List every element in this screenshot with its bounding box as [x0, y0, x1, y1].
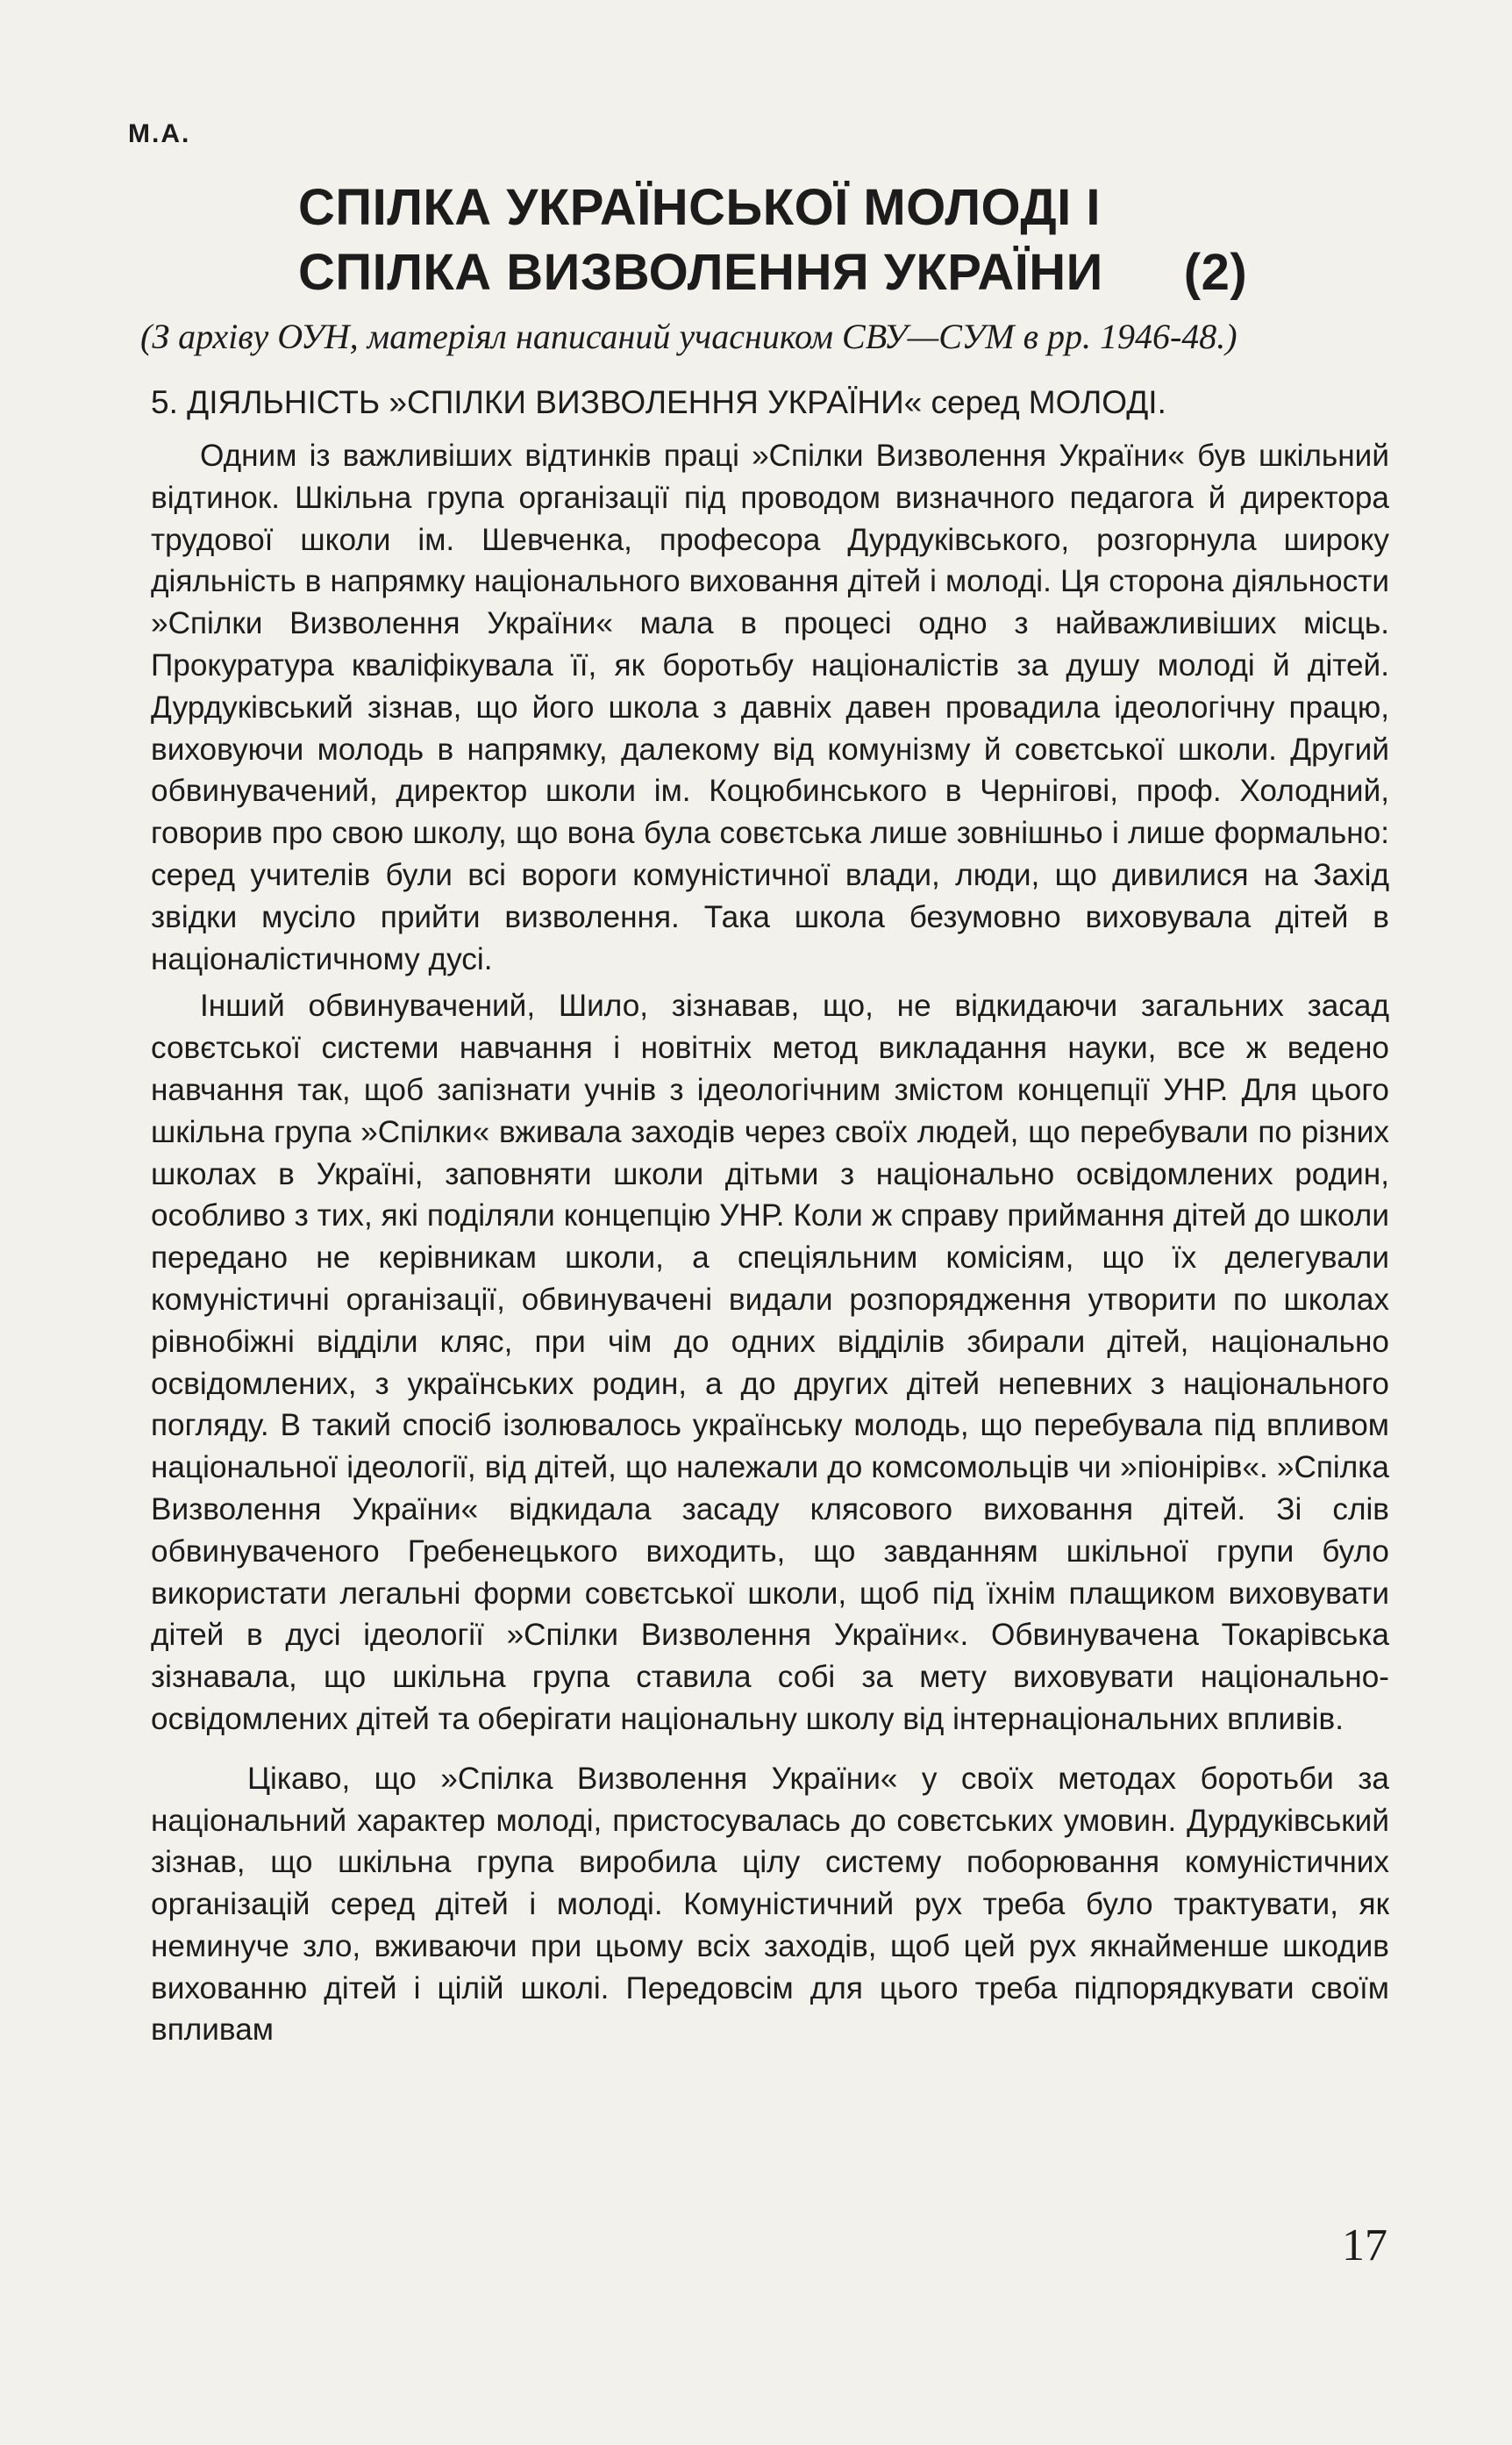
title-line-2-text: СПІЛКА ВИЗВОЛЕННЯ УКРАЇНИ [298, 244, 1103, 301]
article-title [298, 175, 1394, 305]
page-number: 17 [1342, 2220, 1387, 2270]
paragraph: Одним із важливіших відтинків праці »Спілки Визволення України« був шкільний відтинок. Шкільна група організації під проводом визначного педагога й директора трудової школи ім. Шевченка, професора Дурдуківського, розгорнула широку діяльність в напрямку національного виховання дітей і молоді. Ця сторона діяльности »Спілки Визволення України« мала в процесі одно з найважливіших місць. Прокуратура кваліфікувала її, як боротьбу націоналістів за душу молоді й дітей. Дурдуківський зізнав, що його школа з давніх давен провадила ідеологічну працю, виховуючи молодь в напрямку, далекому від комунізму й совєтської школи. Другий обвинувачений, директор школи ім. Коцюбинського в Чернігові, проф. Холодний, говорив про свою школу, що вона була совєтська лише зовнішньо і лише формально: серед учителів були всі вороги комуністичної влади, люди, що дивилися на Захід звідки мусіло прийти визволення. Така школа безумовно виховувала дітей в націоналістичному дусі. [151, 439, 1389, 976]
paragraph: Інший обвинувачений, Шило, зізнавав, що, не відкидаючи загальних засад совєтської системи навчання і новітніх метод викладання науки, все ж ведено навчання так, щоб запізнати учнів з ідеологічним змістом концепції УНР. Для цього шкільна група »Спілки« вживала заходів через своїх людей, що перебували по різних школах в Україні, заповняти школи дітьми з національно освідомлених родин, особливо з тих, які поділяли концепцію УНР. Коли ж справу приймання дітей до школи передано не керівникам школи, а спеціяльним комісіям, що їх делегували комуністичні організації, обвинувачені видали розпорядження утворити по школах рівнобіжні відділи кляс, при чім до одних відділів збирали дітей, національно освідомлених, з українських родин, а до других дітей непевних з національного погляду. В такий спосіб ізолювалось українську молодь, що перебувала під впливом національної ідеології, від дітей, що належали до комсомольців чи »піонірів«. »Спілка Визволення України« відкидала засаду клясового виховання дітей. Зі слів обвинуваченого Гребенецького виходить, що завданням шкільної групи було використати легальні форми совєтської школи, щоб під їхнім плащиком виховувати дітей в дусі ідеології »Спілки Визволення України«. Обвинувачена Токарівська зізнавала, що шкільна група ставила собі за мету виховувати національно-освідомлених дітей та оберігати національну школу від інтернаціональних впливів. [151, 989, 1389, 1736]
title-line-1: СПІЛКА УКРАЇНСЬКОЇ МОЛОДІ І [298, 179, 1102, 236]
section-heading: 5. ДІЯЛЬНІСТЬ »СПІЛКИ ВИЗВОЛЕННЯ УКРАЇНИ« серед МОЛОДІ. [151, 384, 1166, 420]
part-number: (2) [1183, 244, 1248, 301]
article-body [151, 435, 1389, 2051]
paragraph: Цікаво, що »Спілка Визволення України« у своїх методах боротьби за національний характер молоді, пристосувалась до совєтських умовин. Дурдуківський зізнав, що шкільна група виробила цілу систему поборювання комуністичних організацій серед дітей і молоді. Комуністичний рух треба було трактувати, як неминуче зло, вживаючи при цьому всіх заходів, щоб цей рух якнайменше шкодив вихованню дітей і цілій школі. Передовсім для цього треба підпорядкувати своїм впливам [151, 1761, 1389, 2048]
article-subtitle: (З архіву ОУН, матеріял написаний учасником СВУ—СУМ в рр. 1946-48.) [140, 317, 1237, 356]
title-line-2 [298, 240, 1394, 305]
author-initials: М.А. [128, 119, 191, 148]
